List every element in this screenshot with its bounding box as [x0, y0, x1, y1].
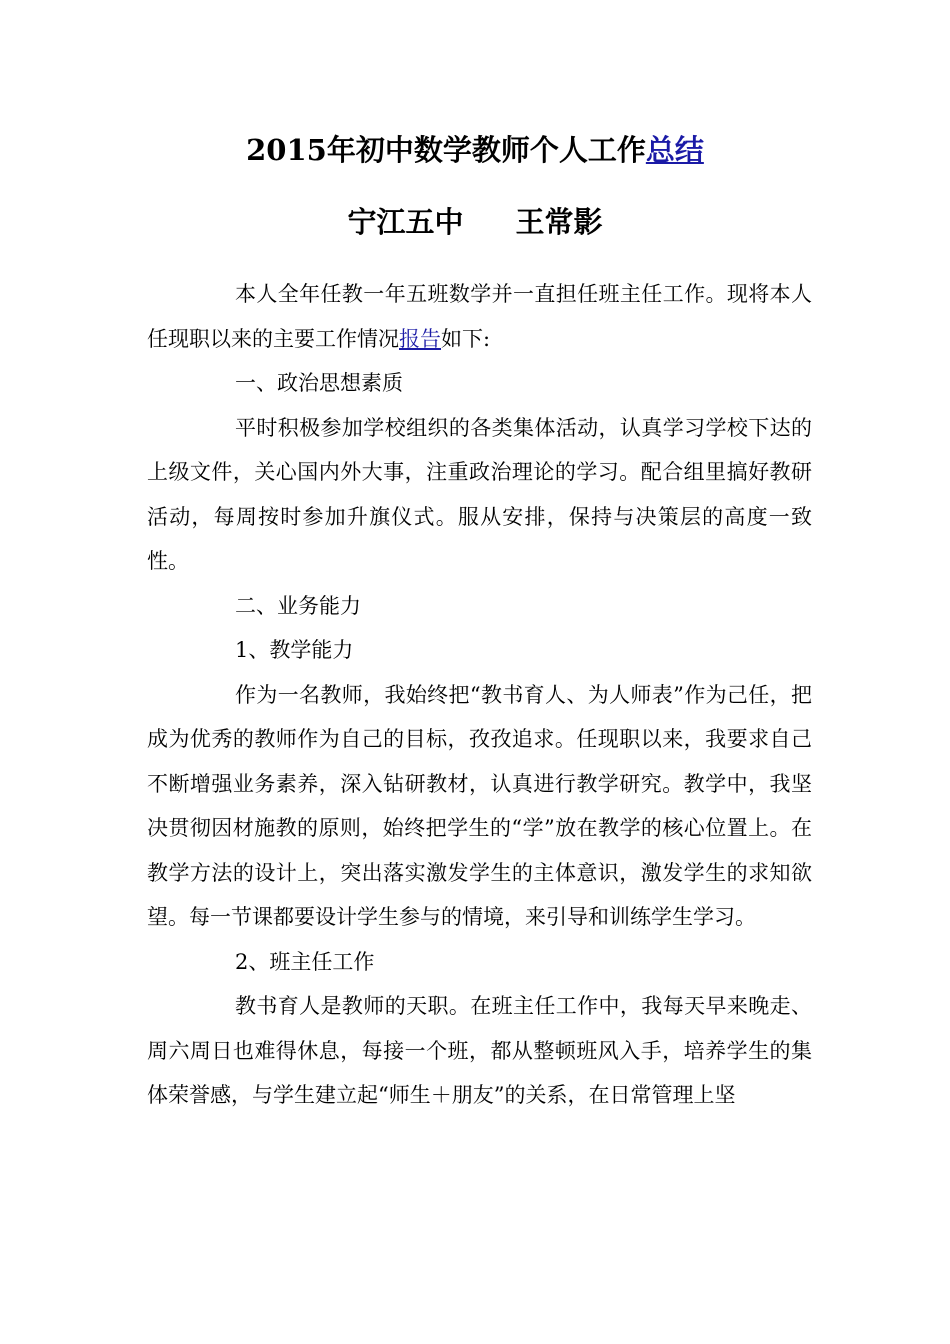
section2-heading: 二、业务能力: [235, 593, 361, 618]
section2-sub1-heading: 1、教学能力: [235, 638, 354, 662]
section1-heading: 一、政治思想素质: [235, 371, 403, 395]
intro-text: 本人全年任教一年五班数学并一直担任班主任工作。现将本人任现职以来的主要工作情况: [147, 282, 812, 351]
section2-sub1-paragraph: 作为一名教师，我始终把“教书育人、为人师表”作为己任，把成为优秀的教师作为自己的目标，孜孜追求。任现职以来，我要求自己不断增强业务素养，深入钻研教材，认真进行教学研究。教学中，我坚决贯彻因材施教的原则，始终把学生的“学”放在教学的核心位置上。在教学方法的设计上，突出落实激发学生的主体意识，激发学生的求知欲望。每一节课都要设计学生参与的情境，来引导和训练学生学习。: [147, 682, 812, 929]
author-line: [0, 200, 950, 244]
title-text: 2015年初中数学教师个人工作: [246, 133, 646, 167]
document-body: [147, 272, 812, 1118]
intro-paragraph: [147, 272, 812, 361]
author-name: 王常影: [515, 205, 603, 239]
title-link-summary[interactable]: 总结: [645, 133, 704, 167]
section1-paragraph: 平时积极参加学校组织的各类集体活动，认真学习学校下达的上级文件，关心国内外大事，注重政治理论的学习。配合组里搞好教研活动，每周按时参加升旗仪式。服从安排，保持与决策层的高度一致性。: [147, 415, 812, 573]
section2-sub2-heading: 2、班主任工作: [235, 949, 375, 974]
intro-text-end: 如下:: [441, 326, 491, 351]
report-link[interactable]: 报告: [399, 326, 441, 351]
author-school: 宁江五中: [347, 205, 464, 239]
section2-sub2-paragraph: 教书育人是教师的天职。在班主任工作中，我每天早来晚走、周六周日也难得休息，每接一个班，都从整顿班风入手，培养学生的集体荣誉感，与学生建立起“师生＋朋友”的关系，在日常管理上坚: [147, 994, 812, 1107]
document-title: [0, 128, 950, 172]
